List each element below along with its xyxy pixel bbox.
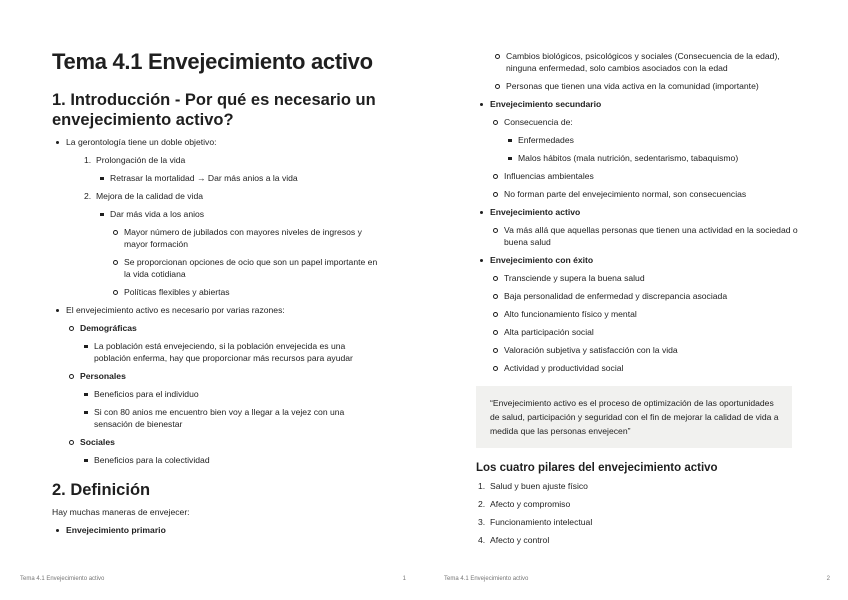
definition-intro: Hay muchas maneras de envejecer:	[52, 507, 190, 517]
footer-title: Tema 4.1 Envejecimiento activo	[444, 576, 529, 582]
objectives-list	[82, 154, 382, 298]
list-item: Enfermedades	[504, 134, 798, 146]
pillars-heading: Los cuatro pilares del envejecimiento activo	[476, 462, 718, 474]
list-item: La población está envejeciendo, si la población envejecida es una población enferma, hay que proporcionar más recursos para ayudar	[80, 340, 382, 364]
sub-list	[96, 208, 382, 298]
list-item: Si con 80 anios me encuentro bien voy a llegar a la vejez con una sensación de bienestar	[80, 406, 382, 430]
sub-list	[80, 454, 382, 466]
sub-list	[490, 116, 798, 200]
page-2-content	[476, 50, 798, 552]
list-item: Malos hábitos (mala nutrición, sedentarismo, tabaquismo)	[504, 152, 798, 164]
list-item: Va más allá que aquellas personas que tienen una actividad en la sociedad o buena salud	[490, 224, 798, 248]
page-1-content	[52, 48, 382, 542]
list-item: 2. Afecto y compromiso	[478, 499, 571, 509]
list-item: Cambios biológicos, psicológicos y sociales (Consecuencia de la edad), ninguna enfermedad, solo cambios asociados con la edad	[492, 50, 798, 74]
sub-sub-list	[504, 134, 798, 164]
list-item: Se proporcionan opciones de ocio que son un papel importante en la vida cotidiana	[110, 256, 382, 280]
list-item: Consecuencia de: Enfermedades Malos hábitos (mala nutrición, sedentarismo, tabaquismo)	[490, 116, 798, 164]
list-item: Envejecimiento secundario Consecuencia de: Enfermedades Malos hábitos (mala nutrición, sedentarismo, tabaquismo) Influencias ambientales No forman parte del envejecimiento normal, son consecuencias	[476, 98, 798, 200]
list-item: Alta participación social	[490, 326, 798, 338]
list-item: Transciende y supera la buena salud	[490, 272, 798, 284]
sub-list	[80, 340, 382, 364]
pillars-list	[476, 480, 798, 546]
sub-sub-list	[110, 226, 382, 298]
list-item: 1. Salud y buen ajuste físico	[478, 481, 588, 491]
section-1-heading: 1. Introducción - Por qué es necesario un envejecimiento activo?	[52, 91, 376, 129]
sub-list	[490, 224, 798, 248]
list-item: Envejecimiento con éxito Transciende y supera la buena salud Baja personalidad de enfermedad y discrepancia asociada Alto funcionamiento físico y mental Alta participación social Valoración subjetiva y satisfacción con la vida Actividad y productividad social	[476, 254, 798, 374]
page-number: 1	[402, 576, 406, 582]
list-item: El envejecimiento activo es necesario por varias razones: Demográficas La población está envejeciendo, si la población envejecida es una población enferma, hay que proporcionar más recursos para ayudar Personales Beneficios para el individuo Si con 80 anios me encuentro bien voy a llegar a la vejez con una sensación de bienestar Sociales Beneficios para la colectividad	[52, 304, 382, 466]
page-title: Tema 4.1 Envejecimiento activo	[52, 49, 373, 74]
aging-types-list	[476, 98, 798, 374]
list-item: Influencias ambientales	[490, 170, 798, 182]
list-item: No forman parte del envejecimiento normal, son consecuencias	[490, 188, 798, 200]
list-item: Alto funcionamiento físico y mental	[490, 308, 798, 320]
list-item: Envejecimiento primario	[52, 524, 382, 536]
list-item: Sociales Beneficios para la colectividad	[66, 436, 382, 466]
list-item: Personas que tienen una vida activa en la comunidad (importante)	[492, 80, 798, 92]
section-2-heading: 2. Definición	[52, 481, 151, 499]
sub-list	[490, 272, 798, 374]
list-item: Beneficios para el individuo	[80, 388, 382, 400]
list-item: Retrasar la mortalidad → Dar más anios a la vida	[96, 172, 382, 184]
list-item: Políticas flexibles y abiertas	[110, 286, 382, 298]
list-item: 3. Funcionamiento intelectual	[478, 517, 593, 527]
list-item: Mayor número de jubilados con mayores niveles de ingresos y mayor formación	[110, 226, 382, 250]
primario-list	[492, 50, 798, 92]
list-item: Valoración subjetiva y satisfacción con la vida	[490, 344, 798, 356]
list-item: Demográficas La población está envejeciendo, si la población envejecida es una población enferma, hay que proporcionar más recursos para ayudar	[66, 322, 382, 364]
list-item: 1. Prolongación de la vida Retrasar la mortalidad → Dar más anios a la vida	[82, 154, 382, 184]
list-item: Actividad y productividad social	[490, 362, 798, 374]
list-item: Baja personalidad de enfermedad y discrepancia asociada	[490, 290, 798, 302]
list-item: Beneficios para la colectividad	[80, 454, 382, 466]
sub-list	[80, 388, 382, 430]
reasons-list	[66, 322, 382, 466]
list-item: 2. Mejora de la calidad de vida Dar más vida a los anios Mayor número de jubilados con mayores niveles de ingresos y mayor formación Se proporcionan opciones de ocio que son un papel importante en la vida cotidiana Políticas flexibles y abiertas	[82, 190, 382, 298]
sub-list	[96, 172, 382, 184]
footer-title: Tema 4.1 Envejecimiento activo	[20, 576, 105, 582]
list-item: La gerontología tiene un doble objetivo: 1. Prolongación de la vida Retrasar la mortalidad → Dar más anios a la vida 2. Mejora de la calidad de vida Dar más vida a los anios Mayor número de jubilados con mayores niveles de ingresos y mayor formación Se proporcionan opciones de ocio que son un papel importante en la vida cotidiana Políticas flexibles y abiertas	[52, 136, 382, 298]
page-2	[424, 0, 848, 600]
page-number: 2	[826, 576, 830, 582]
definition-list	[52, 524, 382, 536]
list-item: Dar más vida a los anios Mayor número de jubilados con mayores niveles de ingresos y mayor formación Se proporcionan opciones de ocio que son un papel importante en la vida cotidiana Políticas flexibles y abiertas	[96, 208, 382, 298]
list-item: Envejecimiento activo Va más allá que aquellas personas que tienen una actividad en la sociedad o buena salud	[476, 206, 798, 248]
definition-quote: “Envejecimiento activo es el proceso de optimización de las oportunidades de salud, participación y seguridad con el fin de mejorar la calidad de vida a medida que las personas envejecen”	[476, 386, 792, 448]
list-item: 4. Afecto y control	[478, 535, 550, 545]
intro-list	[52, 136, 382, 466]
list-item: Personales Beneficios para el individuo Si con 80 anios me encuentro bien voy a llegar a la vejez con una sensación de bienestar	[66, 370, 382, 430]
